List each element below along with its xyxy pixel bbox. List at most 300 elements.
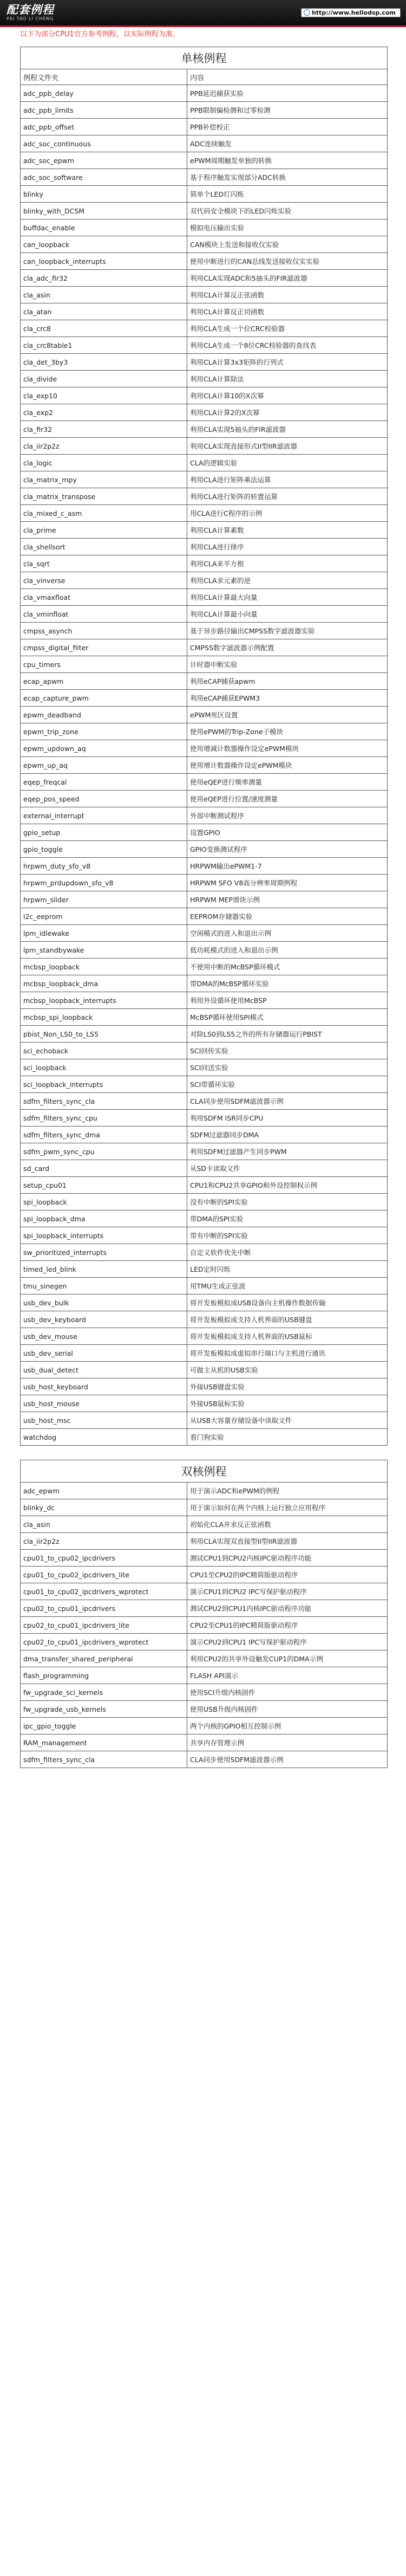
description-cell: 简单个LED灯闪烁 (187, 186, 388, 203)
table-row (21, 186, 388, 203)
description-cell: HRPWM输出ePWM1-7 (187, 858, 388, 875)
description-cell: 利用CLA计算素数 (187, 522, 388, 539)
description-cell: CLA的逻辑实验 (187, 455, 388, 471)
description-cell: 共享内存管理示例 (187, 1734, 388, 1751)
description-cell: 可做主从机的USB实验 (187, 1362, 388, 1378)
table-title-row (21, 1460, 388, 1483)
description-cell: 初始化CLA并求反正弦函数 (187, 1516, 388, 1533)
table-row (21, 1110, 388, 1127)
folder-cell: cla_divide (21, 371, 187, 387)
folder-cell: mcbsp_loopback_dma (21, 975, 187, 992)
folder-cell: ecap_capture_pwm (21, 690, 187, 707)
table-row (21, 623, 388, 639)
table-row (21, 1751, 388, 1768)
table-row (21, 1734, 388, 1751)
description-cell: 利用CLA计算反正切函数 (187, 303, 388, 320)
description-cell: 利用CLA生成一个8位CRC校验器的查找表 (187, 337, 388, 354)
table-header-row (21, 69, 388, 85)
folder-cell: usb_host_msc (21, 1412, 187, 1429)
folder-cell: blinky_with_DCSM (21, 203, 187, 219)
folder-cell: gpio_setup (21, 824, 187, 841)
description-cell: SCI回传实验 (187, 1043, 388, 1059)
table-row (21, 555, 388, 572)
table-row (21, 959, 388, 975)
description-cell: 用TMU生成正弦波 (187, 1278, 388, 1295)
folder-cell: ecap_apwm (21, 673, 187, 690)
folder-cell: can_loopback_interrupts (21, 253, 187, 270)
table-row (21, 539, 388, 555)
folder-cell: cla_atan (21, 303, 187, 320)
folder-cell: cla_iir2p2z (21, 438, 187, 455)
logo-title: 配套例程 (6, 3, 54, 16)
website-url-text: http://www.hellodsp.com (311, 9, 396, 16)
table-row (21, 1177, 388, 1194)
description-cell: CAN模块上发送和接收仅实验 (187, 236, 388, 253)
description-cell: ePWM死区设置 (187, 707, 388, 723)
description-cell: LED定时闪烁 (187, 1261, 388, 1278)
folder-cell: cla_adc_fir32 (21, 270, 187, 287)
folder-cell: blinky_dc (21, 1499, 187, 1516)
table-row (21, 337, 388, 354)
folder-cell: spi_loopback_interrupts (21, 1227, 187, 1244)
table-row (21, 1295, 388, 1311)
folder-cell: cla_matrix_transpose (21, 488, 187, 505)
folder-cell: RAM_management (21, 1734, 187, 1751)
description-cell: 利用CLA计算反正弦函数 (187, 287, 388, 303)
description-cell: 用于演示如何在两个内核上运行独立应用程序 (187, 1499, 388, 1516)
description-cell: 测试CPU2到CPU1内核IPC驱动程序功能 (187, 1600, 388, 1617)
description-cell: McBSP循环使用SPI模式 (187, 1009, 388, 1026)
folder-cell: watchdog (21, 1429, 187, 1446)
table-row (21, 1634, 388, 1651)
description-cell: PPB补偿校正 (187, 119, 388, 135)
description-cell: 使用增计数器操作设定ePWM模块 (187, 757, 388, 774)
folder-cell: cla_prime (21, 522, 187, 539)
table-row (21, 1026, 388, 1043)
table-row (21, 404, 388, 421)
table-row (21, 455, 388, 471)
description-cell: ADC连续触发 (187, 135, 388, 152)
folder-cell: sd_card (21, 1160, 187, 1177)
folder-cell: fw_upgrade_sci_kernels (21, 1684, 187, 1701)
table-row (21, 287, 388, 303)
description-cell: 将开发板模拟成虚拟串行端口与主机进行通讯 (187, 1345, 388, 1362)
table-row (21, 169, 388, 186)
folder-cell: usb_host_mouse (21, 1395, 187, 1412)
table-row (21, 1718, 388, 1734)
page-header (0, 0, 406, 27)
folder-cell: sci_loopback_interrupts (21, 1076, 187, 1093)
table-row (21, 1684, 388, 1701)
table-row (21, 1009, 388, 1026)
folder-cell: lpm_standbywake (21, 942, 187, 959)
folder-cell: cmpss_digital_filter (21, 639, 187, 656)
folder-cell: epwm_trip_zone (21, 723, 187, 740)
folder-cell: cla_fir32 (21, 421, 187, 438)
table-row (21, 1227, 388, 1244)
table-row (21, 1211, 388, 1227)
description-cell: 利用CLA实现双直接型II型IIR滤波器 (187, 1533, 388, 1550)
description-cell: 利用CLA计算最大向量 (187, 589, 388, 606)
folder-cell: cpu_timers (21, 656, 187, 673)
description-cell: 使用eQEP进行位置/速度测量 (187, 791, 388, 807)
description-cell: 用于演示ADC和ePWM的例程 (187, 1483, 388, 1499)
table-row (21, 891, 388, 908)
folder-cell: spi_loopback_dma (21, 1211, 187, 1227)
description-cell: 使用中断进行的CAN总线发送接收仅实实验 (187, 253, 388, 270)
table-row (21, 1362, 388, 1378)
globe-icon (304, 9, 310, 16)
table-row (21, 992, 388, 1009)
folder-cell: cpu01_to_cpu02_ipcdrivers_wprotect (21, 1583, 187, 1600)
description-cell: 带DMA的SPI实验 (187, 1211, 388, 1227)
table-row (21, 707, 388, 723)
table-row (21, 1550, 388, 1567)
table-row (21, 236, 388, 253)
folder-cell: cpu02_to_cpu01_ipcdrivers_wprotect (21, 1634, 187, 1651)
description-cell: 空闲模式的进入和退出示例 (187, 925, 388, 942)
folder-cell: sdfm_filters_sync_dma (21, 1127, 187, 1143)
folder-cell: cpu01_to_cpu02_ipcdrivers (21, 1550, 187, 1567)
notice-text: 以下为部分CPU1官方参考例程，以实际例程为准。 (20, 30, 180, 38)
website-url[interactable] (301, 8, 401, 17)
description-cell: 没有中断的SPI实验 (187, 1194, 388, 1211)
folder-cell: cla_asin (21, 287, 187, 303)
description-cell: SCI带循环实验 (187, 1076, 388, 1093)
table-row (21, 1651, 388, 1667)
folder-cell: i2c_eeprom (21, 908, 187, 925)
table-row (21, 740, 388, 757)
folder-cell: cla_vinverse (21, 572, 187, 589)
description-cell: 从SD卡读取文件 (187, 1160, 388, 1177)
table-row (21, 438, 388, 455)
folder-cell: sci_loopback (21, 1059, 187, 1076)
table-row (21, 1244, 388, 1261)
folder-cell: mcbsp_loopback_interrupts (21, 992, 187, 1009)
folder-cell: adc_ppb_delay (21, 85, 187, 102)
logo-subtitle: PAI TAO LI CHENG (6, 16, 54, 21)
folder-cell: cla_matrix_mpy (21, 471, 187, 488)
table-row (21, 824, 388, 841)
folder-cell: mcbsp_loopback (21, 959, 187, 975)
description-cell: SCI回送实验 (187, 1059, 388, 1076)
table-title-row (21, 47, 388, 69)
description-cell: 利用CLA计算除法 (187, 371, 388, 387)
description-cell: 不使用中断的McBSP循环模式 (187, 959, 388, 975)
description-cell: 将开发板模拟成支持人机界面的USB鼠标 (187, 1328, 388, 1345)
description-cell: 演示CPU2到CPU1 IPC写保护驱动程序 (187, 1634, 388, 1651)
table-row (21, 1378, 388, 1395)
table-row (21, 1328, 388, 1345)
folder-cell: usb_dev_mouse (21, 1328, 187, 1345)
table-row (21, 1194, 388, 1211)
table-row (21, 875, 388, 891)
folder-cell: adc_epwm (21, 1483, 187, 1499)
folder-cell: epwm_up_aq (21, 757, 187, 774)
description-cell: CPU2至CPU1的IPC精简版驱动程序 (187, 1617, 388, 1634)
description-cell: CLA同步使用SDFM滤波器示例 (187, 1751, 388, 1768)
folder-cell: cla_vminfloat (21, 606, 187, 623)
description-cell: EEPROM存储器实验 (187, 908, 388, 925)
table-row (21, 1345, 388, 1362)
description-cell: 带有中断的SPI实验 (187, 1227, 388, 1244)
table-row (21, 1617, 388, 1634)
description-cell: 双代码安全模块下的LED闪烁实验 (187, 203, 388, 219)
folder-cell: dma_transfer_shared_peripheral (21, 1651, 187, 1667)
description-cell: 两个内核的GPIO相互控制示例 (187, 1718, 388, 1734)
description-cell: CPU1和CPU2共享GPIO和外设控制权示例 (187, 1177, 388, 1194)
folder-cell: setup_cpu01 (21, 1177, 187, 1194)
folder-cell: buffdac_enable (21, 219, 187, 236)
description-cell: 使用eQEP进行频率测量 (187, 774, 388, 791)
folder-cell: sdfm_filters_sync_cpu (21, 1110, 187, 1127)
folder-cell: pbist_Non_LS0_to_LS5 (21, 1026, 187, 1043)
description-cell: 计时器中断实验 (187, 656, 388, 673)
description-cell: FLASH API演示 (187, 1667, 388, 1684)
description-cell: CLA同步使用SDFM滤波器示例 (187, 1093, 388, 1110)
description-cell: PPB限制偏检测和过零检测 (187, 102, 388, 119)
description-cell: 模拟电压输出实验 (187, 219, 388, 236)
folder-cell: blinky (21, 186, 187, 203)
table-row (21, 421, 388, 438)
description-cell: 利用eCAP捕获EPWM3 (187, 690, 388, 707)
table-row (21, 1093, 388, 1110)
folder-cell: cla_shellsort (21, 539, 187, 555)
table-row (21, 152, 388, 169)
folder-cell: cla_logic (21, 455, 187, 471)
description-cell: 将开发板模拟成支持人机界面的USB键盘 (187, 1311, 388, 1328)
folder-cell: sdfm_pwm_sync_cpu (21, 1143, 187, 1160)
folder-cell: ipc_gpio_toggle (21, 1718, 187, 1734)
folder-cell: adc_ppb_offset (21, 119, 187, 135)
table-row (21, 1701, 388, 1718)
table-row (21, 757, 388, 774)
description-cell: 外部中断测试程序 (187, 807, 388, 824)
folder-cell: adc_soc_software (21, 169, 187, 186)
folder-cell: eqep_freqcal (21, 774, 187, 791)
folder-cell: cla_mixed_c_asm (21, 505, 187, 522)
description-cell: 利用CLA来平方根 (187, 555, 388, 572)
folder-cell: cmpss_asynch (21, 623, 187, 639)
table-row (21, 303, 388, 320)
column-header-content: 内容 (187, 69, 388, 85)
description-cell: 带DMA的McBSP循环实验 (187, 975, 388, 992)
description-cell: 自定义软件优先中断 (187, 1244, 388, 1261)
table-row (21, 589, 388, 606)
description-cell: 利用CLA实现直接形式II型IIR滤波器 (187, 438, 388, 455)
folder-cell: cla_crc8table1 (21, 337, 187, 354)
description-cell: ePWM周期触发单独的转换 (187, 152, 388, 169)
table-row (21, 387, 388, 404)
description-cell: 利用eCAP捕获apwm (187, 673, 388, 690)
table-row (21, 606, 388, 623)
table-row (21, 505, 388, 522)
description-cell: 对除LS0到LS5之外的所有存储器运行PBIST (187, 1026, 388, 1043)
table-row (21, 471, 388, 488)
table-row (21, 690, 388, 707)
description-cell: 利用CLA实现5抽头的FIR滤波器 (187, 421, 388, 438)
table-row (21, 1533, 388, 1550)
table-row (21, 219, 388, 236)
folder-cell: usb_dual_detect (21, 1362, 187, 1378)
table-row (21, 1516, 388, 1533)
description-cell: 外接USB鼠标实验 (187, 1395, 388, 1412)
description-cell: HRPWM MEP滑块示例 (187, 891, 388, 908)
table-row (21, 1043, 388, 1059)
description-cell: 从USB大容量存储设备中读取文件 (187, 1412, 388, 1429)
table-row (21, 1311, 388, 1328)
table-row (21, 925, 388, 942)
table-row (21, 522, 388, 539)
folder-cell: sw_prioritized_interrupts (21, 1244, 187, 1261)
folder-cell: cla_det_3by3 (21, 354, 187, 371)
table-row (21, 723, 388, 740)
table-row (21, 572, 388, 589)
table-row (21, 85, 388, 102)
table-row (21, 1076, 388, 1093)
table-row (21, 102, 388, 119)
folder-cell: usb_dev_keyboard (21, 1311, 187, 1328)
dual-core-table (20, 1460, 388, 1768)
folder-cell: cla_sqrt (21, 555, 187, 572)
description-cell: CPU1至CPU2的IPC精简版驱动程序 (187, 1567, 388, 1583)
folder-cell: timed_led_blink (21, 1261, 187, 1278)
description-cell: 利用SDFM过滤器产生同步PWM (187, 1143, 388, 1160)
description-cell: HRPWM SFO V8高分辨率周期例程 (187, 875, 388, 891)
description-cell: CMPSS数字滤波器示例配置 (187, 639, 388, 656)
table-row (21, 1127, 388, 1143)
folder-cell: cpu01_to_cpu02_ipcdrivers_lite (21, 1567, 187, 1583)
table-row (21, 1429, 388, 1446)
folder-cell: adc_soc_epwm (21, 152, 187, 169)
description-cell: 利用CLA求元素的逆 (187, 572, 388, 589)
folder-cell: cla_asin (21, 1516, 187, 1533)
folder-cell: usb_host_keyboard (21, 1378, 187, 1395)
folder-cell: sdfm_filters_sync_cla (21, 1093, 187, 1110)
description-cell: 用CLA进行C程序的示例 (187, 505, 388, 522)
folder-cell: hrpwm_prdupdown_sfo_v8 (21, 875, 187, 891)
folder-cell: epwm_deadband (21, 707, 187, 723)
folder-cell: hrpwm_duty_sfo_v8 (21, 858, 187, 875)
folder-cell: eqep_pos_speed (21, 791, 187, 807)
description-cell: 利用CLA计算3x3矩阵的行列式 (187, 354, 388, 371)
description-cell: SDFM过滤器同步DMA (187, 1127, 388, 1143)
folder-cell: usb_dev_bulk (21, 1295, 187, 1311)
folder-cell: fw_upgrade_usb_kernels (21, 1701, 187, 1718)
folder-cell: cla_iir2p2z (21, 1533, 187, 1550)
description-cell: 利用CLA实现ADC和5抽头的FIR滤波器 (187, 270, 388, 287)
table-row (21, 488, 388, 505)
table-row (21, 203, 388, 219)
description-cell: 利用外设循环使用McBSP (187, 992, 388, 1009)
description-cell: 使用USB升级内核固件 (187, 1701, 388, 1718)
folder-cell: hrpwm_slider (21, 891, 187, 908)
folder-cell: usb_dev_serial (21, 1345, 187, 1362)
table-row (21, 135, 388, 152)
table-row (21, 774, 388, 791)
single-core-table (20, 47, 388, 1446)
description-cell: 使用SCI升级内核固件 (187, 1684, 388, 1701)
table-row (21, 841, 388, 858)
folder-cell: sdfm_filters_sync_cla (21, 1751, 187, 1768)
table-row (21, 807, 388, 824)
description-cell: 利用CLA计算10的X次幂 (187, 387, 388, 404)
description-cell: 利用CLA进行矩阵乘法运算 (187, 471, 388, 488)
folder-cell: cla_vmaxfloat (21, 589, 187, 606)
description-cell: 使用增减计数器操作设定ePWM模块 (187, 740, 388, 757)
column-header-folder: 例程文件夹 (21, 69, 187, 85)
table-row (21, 656, 388, 673)
table-row (21, 1395, 388, 1412)
folder-cell: can_loopback (21, 236, 187, 253)
folder-cell: lpm_idlewake (21, 925, 187, 942)
folder-cell: mcbsp_spi_loopback (21, 1009, 187, 1026)
folder-cell: flash_programming (21, 1667, 187, 1684)
table-row (21, 1567, 388, 1583)
description-cell: 利用CLA进行矩阵的转置运算 (187, 488, 388, 505)
table-row (21, 354, 388, 371)
table-row (21, 858, 388, 875)
table-row (21, 119, 388, 135)
folder-cell: external_interrupt (21, 807, 187, 824)
description-cell: GPIO变换测试程序 (187, 841, 388, 858)
folder-cell: sci_echoback (21, 1043, 187, 1059)
description-cell: 利用SDFM ISR同步CPU (187, 1110, 388, 1127)
description-cell: 基于异步路径输出CMPSS数字滤波器实验 (187, 623, 388, 639)
description-cell: 演示CPU1到CPU2 IPC写保护驱动程序 (187, 1583, 388, 1600)
table-row (21, 1278, 388, 1295)
table-row (21, 639, 388, 656)
folder-cell: gpio_toggle (21, 841, 187, 858)
table-row (21, 1143, 388, 1160)
table-row (21, 1499, 388, 1516)
folder-cell: tmu_sinegen (21, 1278, 187, 1295)
table-row (21, 320, 388, 337)
table-row (21, 942, 388, 959)
description-cell: 外接USB键盘实验 (187, 1378, 388, 1395)
description-cell: 测试CPU1到CPU2内核IPC驱动程序功能 (187, 1550, 388, 1567)
table-row (21, 975, 388, 992)
table-row (21, 371, 388, 387)
table-row (21, 1261, 388, 1278)
table-row (21, 1600, 388, 1617)
description-cell: 利用CLA计算最小向量 (187, 606, 388, 623)
folder-cell: spi_loopback (21, 1194, 187, 1211)
dual-core-title: 双核例程 (21, 1460, 388, 1483)
folder-cell: cpu02_to_cpu01_ipcdrivers_lite (21, 1617, 187, 1634)
description-cell: 使用ePWM的Trip-Zone子模块 (187, 723, 388, 740)
description-cell: 设置GPIO (187, 824, 388, 841)
description-cell: 利用CLA计算2的X次幂 (187, 404, 388, 421)
folder-cell: adc_soc_continuous (21, 135, 187, 152)
description-cell: 看门狗实验 (187, 1429, 388, 1446)
folder-cell: cpu02_to_cpu01_ipcdrivers (21, 1600, 187, 1617)
table-row (21, 673, 388, 690)
table-row (21, 1483, 388, 1499)
folder-cell: cla_exp10 (21, 387, 187, 404)
folder-cell: cla_crc8 (21, 320, 187, 337)
table-row (21, 270, 388, 287)
description-cell: 利用CPU2的共享外设触发CUP1的DMA示例 (187, 1651, 388, 1667)
description-cell: PPB延迟捕获实验 (187, 85, 388, 102)
brand-logo (6, 3, 54, 22)
description-cell: 将开发板模拟成USB设备向主机操作数据传输 (187, 1295, 388, 1311)
description-cell: 基于程序触发实现部分ADC转换 (187, 169, 388, 186)
table-row (21, 1583, 388, 1600)
description-cell: 低功耗模式的进入和退出示例 (187, 942, 388, 959)
table-row (21, 1667, 388, 1684)
table-row (21, 1059, 388, 1076)
